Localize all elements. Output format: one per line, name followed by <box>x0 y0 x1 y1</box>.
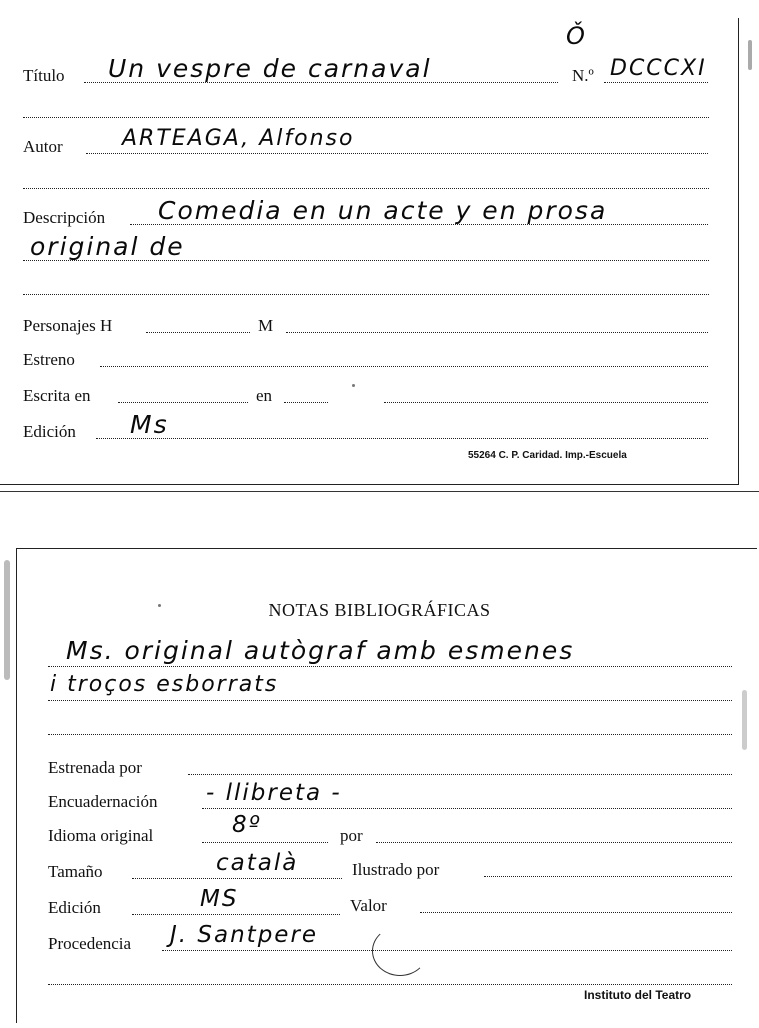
autor-extra-line <box>23 188 709 189</box>
edicion-line <box>96 438 708 439</box>
tamano-value: català <box>216 850 299 876</box>
notes-line-1 <box>48 666 732 667</box>
procedencia-line <box>162 950 732 951</box>
encuadernacion-value: - llibreta - <box>206 780 342 806</box>
notes-value-2: i troços esborrats <box>50 672 279 697</box>
estreno-label: Estreno <box>23 350 75 369</box>
escrita-line <box>118 402 248 403</box>
procedencia-value: J. Santpere <box>170 922 319 948</box>
en-line-1 <box>284 402 328 403</box>
idioma-value: 8º <box>232 812 262 838</box>
institution-name: Instituto del Teatro <box>584 988 692 1002</box>
numero-label: N.º <box>572 66 594 85</box>
scan-speck <box>352 384 355 387</box>
numero-value: DCCCXI <box>610 56 707 81</box>
descripcion-line-3 <box>23 294 709 295</box>
scan-speck <box>4 560 10 680</box>
valor-line <box>420 912 732 913</box>
descripcion-value-1: Comedia en un acte y en prosa <box>158 196 608 225</box>
edicion2-line <box>132 914 340 915</box>
m-label: M <box>258 316 274 335</box>
card-separator-line <box>0 491 759 492</box>
descripcion-value-2: original de <box>30 232 185 261</box>
stamp-circle-mark <box>372 926 428 976</box>
autor-line <box>86 153 708 154</box>
escrita-label: Escrita en <box>23 386 91 405</box>
idioma-label: Idioma original <box>48 826 154 845</box>
por-line <box>376 842 732 843</box>
tamano-line <box>132 878 342 879</box>
en-label: en <box>256 386 273 405</box>
en-line-2 <box>384 402 708 403</box>
edicion-label: Edición <box>23 422 76 441</box>
estreno-line <box>100 366 708 367</box>
scan-speck <box>748 40 752 70</box>
notes-line-3 <box>48 734 732 735</box>
titulo-label: Título <box>23 66 65 85</box>
scan-speck <box>742 690 747 750</box>
ilustrado-line <box>484 876 732 877</box>
scan-speck <box>158 604 161 607</box>
titulo-extra-line <box>23 117 709 118</box>
printer-imprint: 55264 C. P. Caridad. Imp.-Escuela <box>468 450 627 461</box>
autor-value: ARTEAGA, Alfonso <box>122 126 355 151</box>
numero-line <box>604 82 708 83</box>
estrenada-line <box>188 774 732 775</box>
personajes-m-line <box>286 332 708 333</box>
idioma-line <box>202 842 328 843</box>
procedencia-extra-line <box>48 984 732 985</box>
notes-value-1: Ms. original autògraf amb esmenes <box>66 636 575 665</box>
autor-label: Autor <box>23 137 63 156</box>
valor-label: Valor <box>350 896 387 915</box>
notes-heading: NOTAS BIBLIOGRÁFICAS <box>268 600 491 620</box>
estrenada-label: Estrenada por <box>48 758 142 777</box>
encuadernacion-line <box>202 808 732 809</box>
edicion2-label: Edición <box>48 898 101 917</box>
edicion2-value: MS <box>200 886 239 912</box>
por-label: por <box>340 826 363 845</box>
notes-line-2 <box>48 700 732 701</box>
titulo-value: Un vespre de carnaval <box>108 54 432 83</box>
tamano-label: Tamaño <box>48 862 103 881</box>
ilustrado-label: Ilustrado por <box>352 860 440 879</box>
edicion-value: Ms <box>130 410 169 439</box>
personajes-h-line <box>146 332 250 333</box>
encuadernacion-label: Encuadernación <box>48 792 158 811</box>
corner-mark: Ǒ <box>566 22 587 50</box>
descripcion-label: Descripción <box>23 208 106 227</box>
personajes-label: Personajes H <box>23 316 113 335</box>
procedencia-label: Procedencia <box>48 934 132 953</box>
